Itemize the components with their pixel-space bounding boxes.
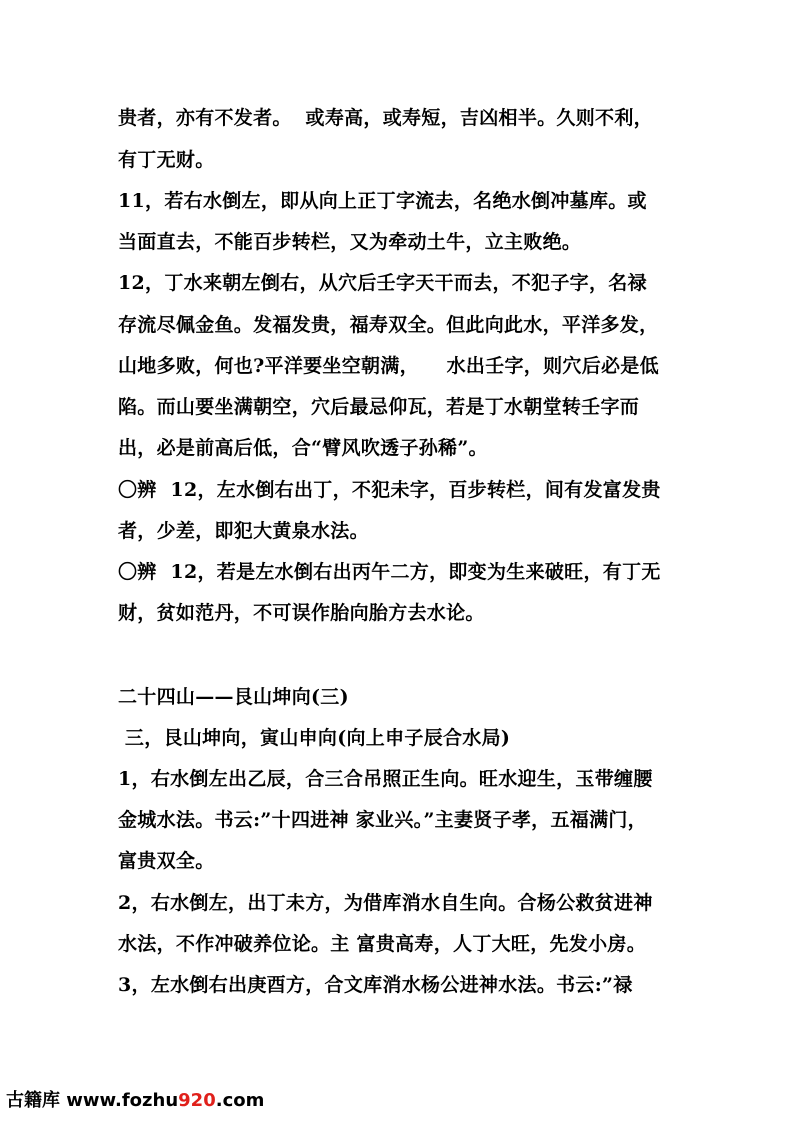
text-line: 当面直去，不能百步转栏，又为牵动土牛，立主败绝。 xyxy=(118,231,582,253)
text-line: 11，若右水倒左，即从向上正丁字流去，名绝水倒冲墓库。或 xyxy=(118,190,647,212)
text-line: 有丁无财。 xyxy=(118,149,215,171)
text-line: 贵者，亦有不发者。 或寿高，或寿短，吉凶相半。久则不利， xyxy=(118,107,653,129)
text-line: 山地多败，何也?平洋要坐空朝满， 水出壬字，则穴后必是低 xyxy=(118,355,659,377)
site-watermark xyxy=(6,1086,264,1112)
text-line: 〇辨 12，左水倒右出丁，不犯未字，百步转栏，间有发富发贵 xyxy=(118,479,661,501)
section-heading: 二十四山——艮山坤向(三) xyxy=(118,686,349,708)
text-line: 3，左水倒右出庚酉方，合文库消水杨公进神水法。书云:”禄 xyxy=(118,974,633,996)
text-line: 陷。而山要坐满朝空，穴后最忌仰瓦，若是丁水朝堂转壬字而 xyxy=(118,396,640,418)
text-line: 12，丁水来朝左倒右，从穴后壬字天干而去，不犯子字，名禄 xyxy=(118,272,647,294)
text-line: 2，右水倒左，出丁未方，为借库消水自生向。合杨公救贫进神 xyxy=(118,892,653,914)
text-line: 〇辨 12，若是左水倒右出丙午二方，即变为生来破旺，有丁无 xyxy=(118,561,661,583)
text-line: 者，少差，即犯大黄泉水法。 xyxy=(118,520,369,542)
watermark-suffix: .com xyxy=(215,1090,265,1111)
text-line: 1，右水倒左出乙辰，合三合吊照正生向。旺水迎生，玉带缠腰 xyxy=(118,768,653,790)
text-line: 金城水法。书云:”十四进神 家业兴。”主妻贤子孝，五福满门， xyxy=(118,809,647,831)
watermark-label: 古籍库 www.fozhu xyxy=(6,1090,179,1111)
text-line: 富贵双全。 xyxy=(118,850,215,872)
subsection-heading: 三，艮山坤向，寅山申向(向上申子辰合水局) xyxy=(118,727,511,749)
watermark-number: 920 xyxy=(178,1090,216,1111)
text-line: 水法，不作冲破养位论。主 富贵高寿，人丁大旺，先发小房。 xyxy=(118,933,647,955)
text-line: 存流尽佩金鱼。发福发贵，福寿双全。但此向此水，平洋多发， xyxy=(118,314,659,336)
text-line: 出，必是前高后低，合“臂风吹透子孙稀”。 xyxy=(118,437,488,459)
text-line: 财，贫如范丹，不可误作胎向胎方去水论。 xyxy=(118,602,485,624)
